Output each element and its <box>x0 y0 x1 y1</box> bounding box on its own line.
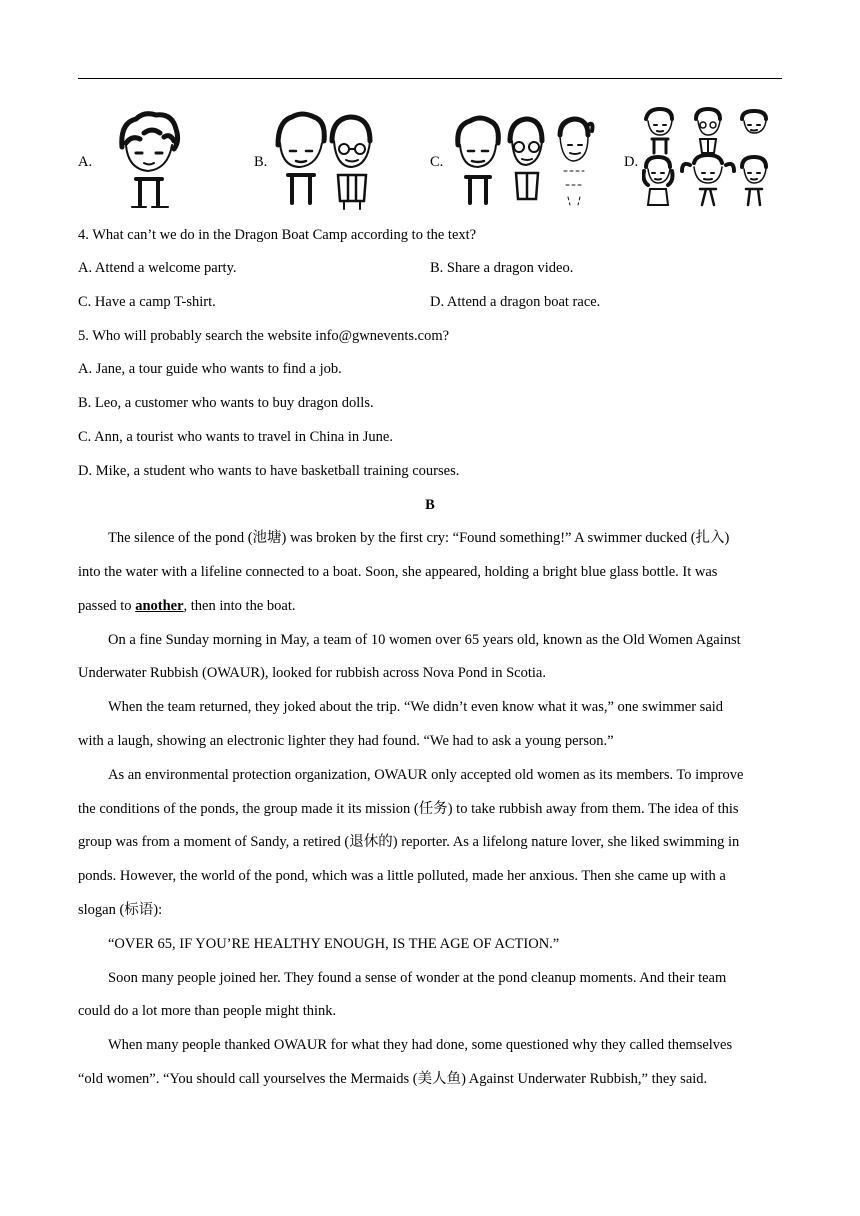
passage-line: When many people thanked OWAUR for what they had done, some questioned why they called themselves <box>108 1037 733 1053</box>
option-letter: D. <box>624 154 639 170</box>
three-people-figure <box>452 105 602 213</box>
six-people-figure <box>642 105 782 213</box>
q5-option-c[interactable]: C. Ann, a tourist who wants to travel in China in June. <box>78 429 393 445</box>
passage-line: group was from a moment of Sandy, a retired (退休的) reporter. As a lifelong nature lover, she liked swimming in <box>78 834 740 850</box>
slogan-text: “OVER 65, IF YOU’RE HEALTHY ENOUGH, IS THE AGE OF ACTION.” <box>108 936 560 952</box>
passage-line: slogan (标语): <box>78 902 163 918</box>
section-title: B <box>425 497 435 513</box>
option-letter: C. <box>430 154 444 170</box>
option-letter: A. <box>78 154 93 170</box>
passage-line: into the water with a lifeline connected to a boat. Soon, she appeared, holding a bright blue glass bottle. It was <box>78 564 718 580</box>
passage-line: the conditions of the ponds, the group made it its mission (任务) to take rubbish away from them. The idea of this <box>78 801 739 817</box>
passage-line: could do a lot more than people might think. <box>78 1003 337 1019</box>
passage-text: , then into the boat. <box>183 598 296 614</box>
q4-option-c[interactable]: C. Have a camp T-shirt. <box>78 294 216 310</box>
picture-options <box>78 105 782 213</box>
option-letter: B. <box>254 154 268 170</box>
passage-line: Soon many people joined her. They found a sense of wonder at the pond cleanup moments. And their team <box>108 970 727 986</box>
passage-line: As an environmental protection organization, OWAUR only accepted old women as its members. To improve <box>108 767 744 783</box>
q5-option-a[interactable]: A. Jane, a tour guide who wants to find a job. <box>78 361 342 377</box>
passage-line: The silence of the pond (池塘) was broken by the first cry: “Found something!” A swimmer ducked (扎入) <box>108 530 730 546</box>
passage-line: with a laugh, showing an electronic lighter they had found. “We had to ask a young person.” <box>78 733 614 749</box>
passage-line: ponds. However, the world of the pond, which was a little polluted, made her anxious. Then she came up with a <box>78 868 726 884</box>
question-4: 4. What can’t we do in the Dragon Boat Camp according to the text? <box>78 227 477 243</box>
option-c[interactable] <box>430 105 600 213</box>
header-rule <box>78 78 782 79</box>
q5-option-d[interactable]: D. Mike, a student who wants to have basketball training courses. <box>78 463 460 479</box>
passage-line: When the team returned, they joked about the trip. “We didn’t even know what it was,” one swimmer said <box>108 699 724 715</box>
two-people-figure <box>274 105 384 213</box>
option-b[interactable] <box>254 105 424 213</box>
option-d[interactable] <box>624 105 782 213</box>
passage-text: passed to <box>78 598 136 614</box>
q5-option-b[interactable]: B. Leo, a customer who wants to buy dragon dolls. <box>78 395 374 411</box>
underlined-word-another: another <box>135 598 184 614</box>
q4-option-b[interactable]: B. Share a dragon video. <box>430 260 574 276</box>
passage-line: Underwater Rubbish (OWAUR), looked for rubbish across Nova Pond in Scotia. <box>78 665 546 681</box>
option-a[interactable] <box>78 105 248 213</box>
question-5: 5. Who will probably search the website info@gwnevents.com? <box>78 328 450 344</box>
passage-line: On a fine Sunday morning in May, a team of 10 women over 65 years old, known as the Old Women Against <box>108 632 741 648</box>
passage-line: “old women”. “You should call yourselves the Mermaids (美人鱼) Against Underwater Rubbish,” they said. <box>78 1071 708 1087</box>
one-person-figure <box>114 105 184 213</box>
q4-option-d[interactable]: D. Attend a dragon boat race. <box>430 294 601 310</box>
q4-option-a[interactable]: A. Attend a welcome party. <box>78 260 237 276</box>
passage-line <box>78 596 295 616</box>
